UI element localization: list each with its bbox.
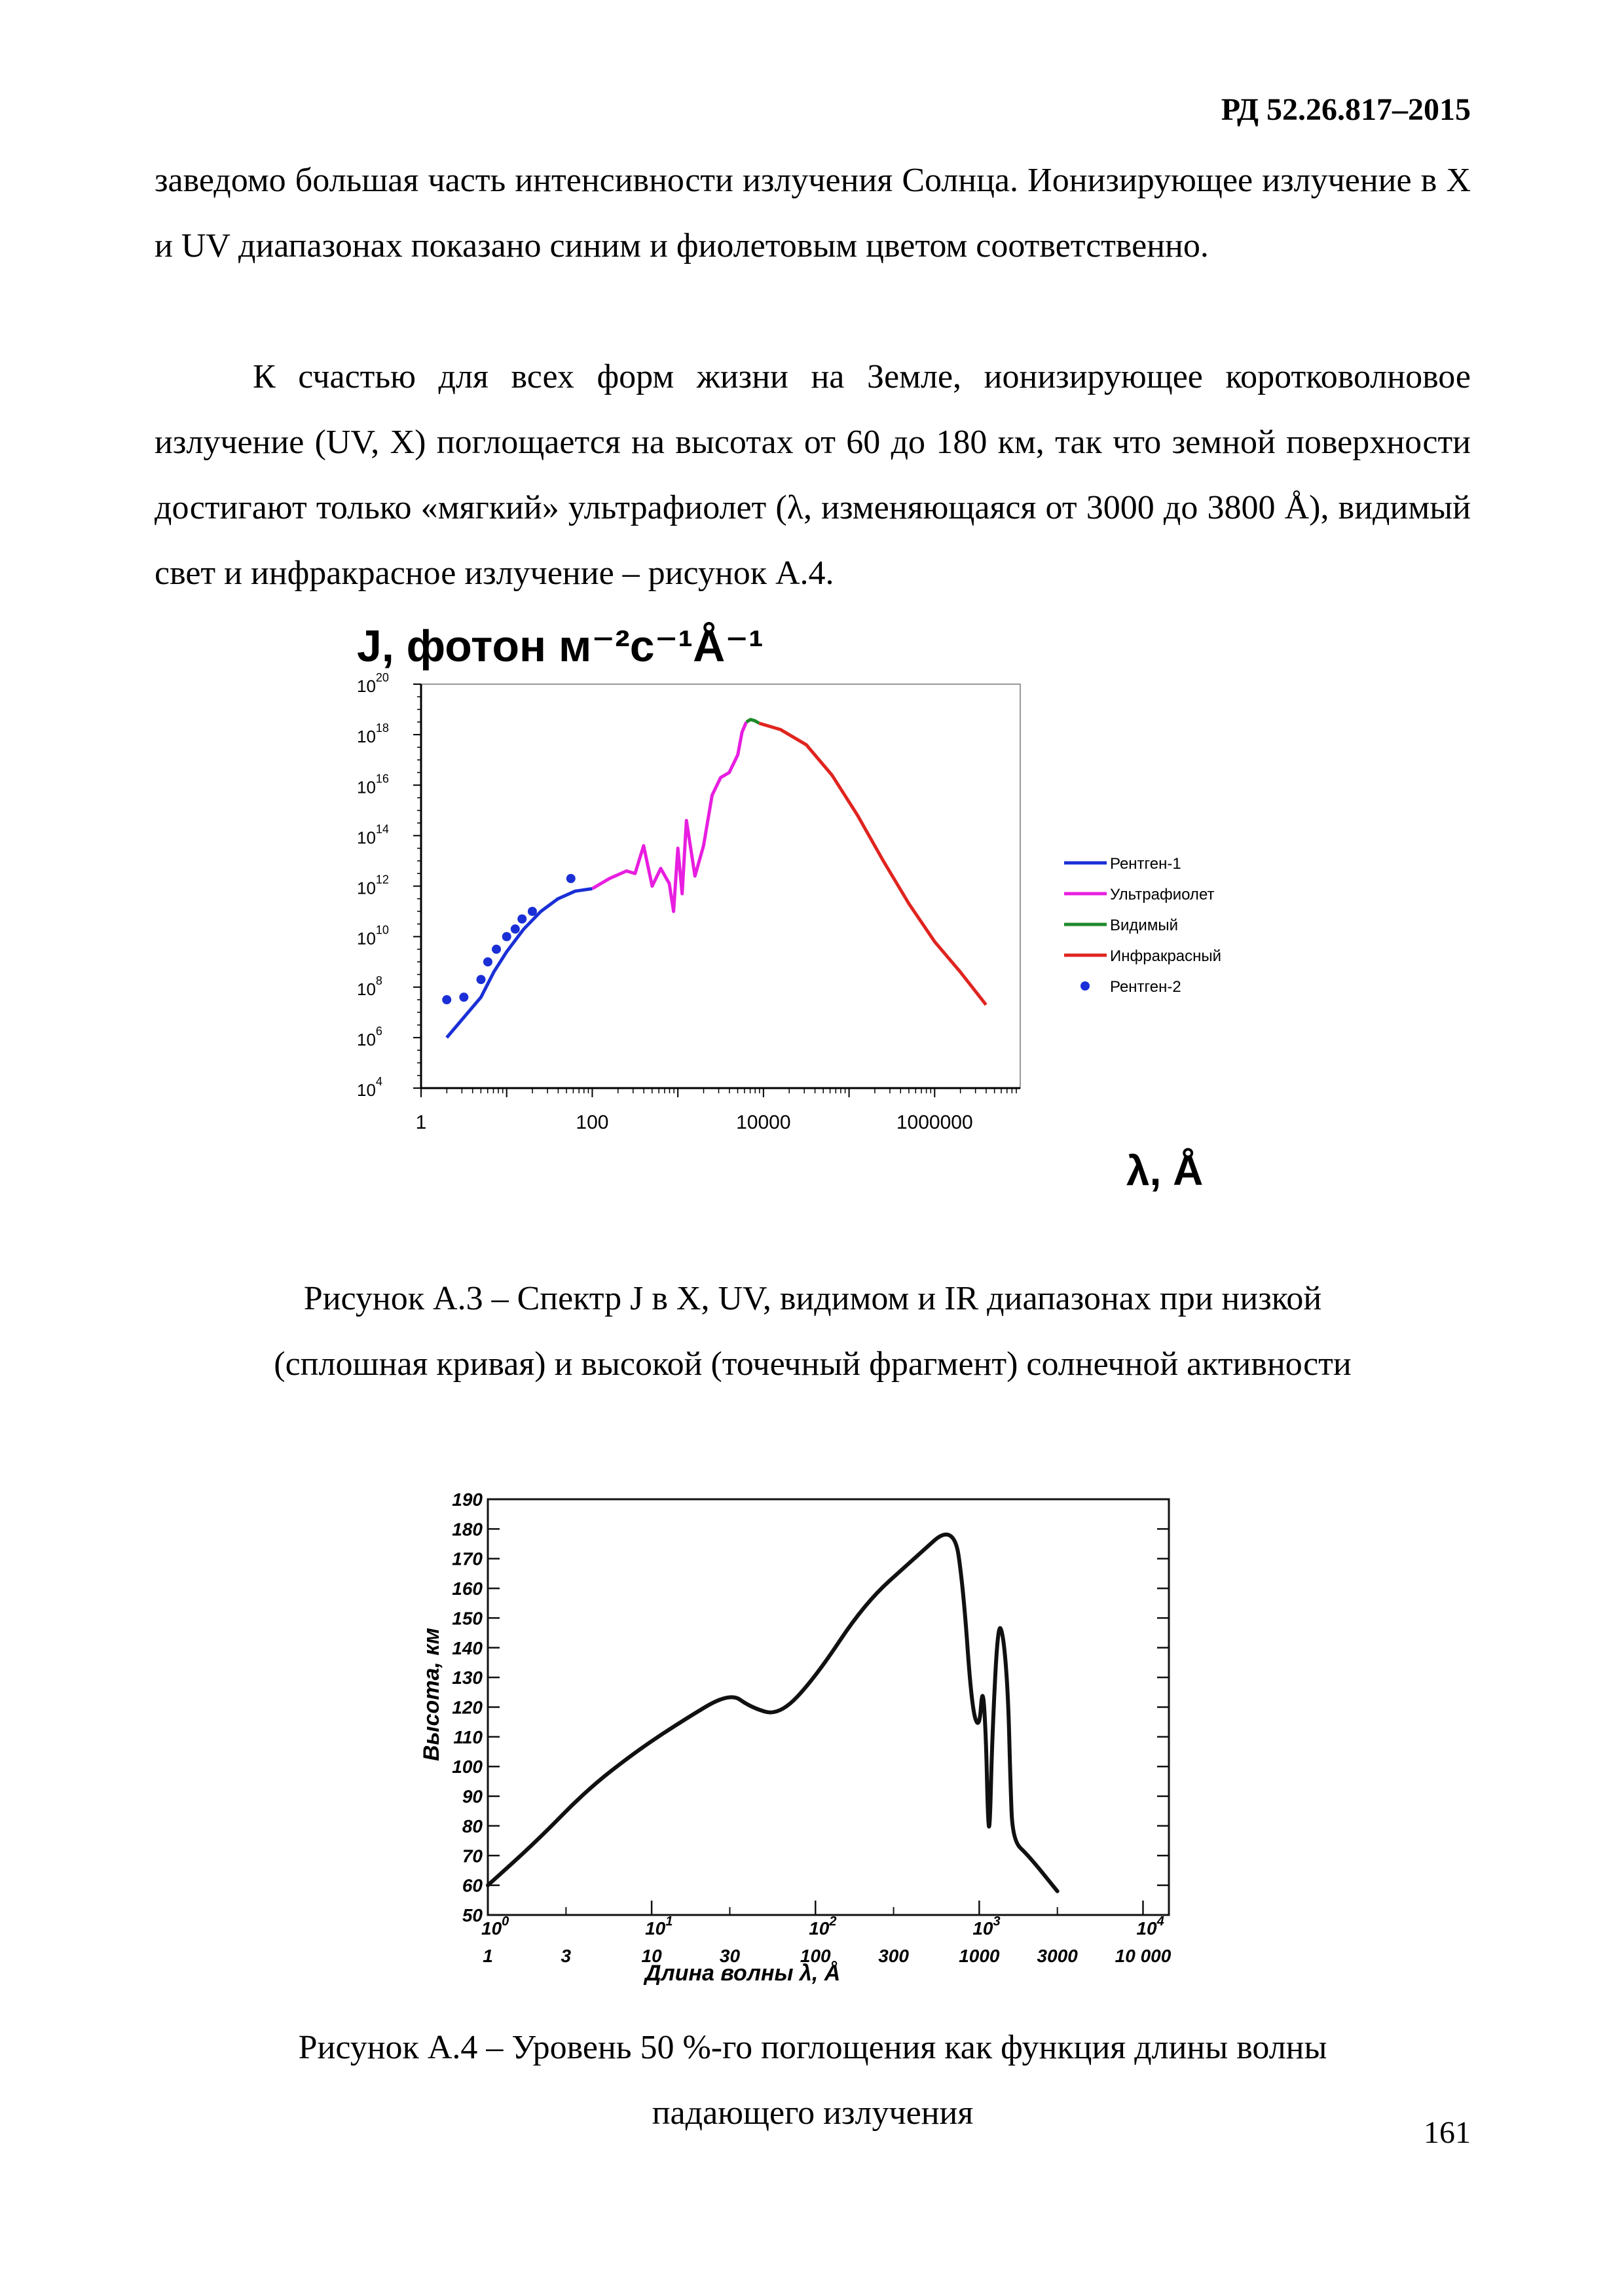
x-tick-label: 1000000: [896, 1112, 973, 1133]
y-tick-label: $10^8$: [357, 974, 382, 999]
x-tick-label: 100: [576, 1112, 609, 1133]
x-bottom-label: 3: [561, 1946, 572, 1966]
caption-line-2: (сплошная кривая) и высокой (точечный фрагмент) солнечной активности: [274, 1345, 1352, 1383]
legend-label: Рентген-2: [1110, 978, 1181, 996]
x-bottom-label: 300: [878, 1946, 909, 1966]
data-point: [477, 975, 486, 984]
data-point: [442, 995, 451, 1004]
caption-line-1: Рисунок А.3 – Спектр J в X, UV, видимом и IR диапазонах при низкой: [303, 1280, 1322, 1317]
x-axis-label: Длина волны λ, Å: [645, 1961, 841, 1986]
y-tick-label: $10^{18}$: [357, 721, 389, 747]
series-line: [447, 888, 592, 1038]
x-tick-label: 10000: [736, 1112, 791, 1133]
figure-a4-chart: [393, 1486, 1244, 1990]
y-tick-label: 90: [462, 1786, 483, 1807]
y-tick-label: 70: [462, 1846, 483, 1867]
paragraph-1: заведомо большая часть интенсивности излучения Солнца. Ионизирующее излучение в X и UV диапазонах показано синим и фиолетовым цветом соответственно.: [155, 162, 1471, 264]
data-point: [502, 932, 511, 941]
page-number: 161: [1424, 2115, 1471, 2150]
y-tick-label: $10^{14}$: [357, 822, 389, 848]
y-tick-label: 170: [452, 1548, 483, 1569]
x-power-label: $10^3$: [972, 1914, 1001, 1939]
y-tick-label: $10^4$: [357, 1075, 382, 1100]
x-bottom-label: 10: [641, 1946, 662, 1966]
x-power-label: $10^0$: [481, 1914, 509, 1939]
caption-line-1: Рисунок А.4 – Уровень 50 %-го поглощения как функция длины волны: [298, 2029, 1327, 2066]
x-bottom-label: 10 000: [1115, 1946, 1172, 1966]
data-point: [511, 924, 520, 934]
legend-label: Видимый: [1110, 917, 1178, 934]
y-tick-label: $10^6$: [357, 1024, 382, 1049]
y-tick-label: 60: [462, 1875, 483, 1896]
caption-line-2: падающего излучения: [652, 2094, 974, 2132]
paragraph-2: К счастью для всех форм жизни на Земле, ионизирующее коротковолновое излучение (UV, X) поглощается на высотах от 60 до 180 км, так что земной поверхности достигают только «мягкий» ультрафиолет (λ, изменяющаяся от 3000 до 3800 Å), видимый свет и инфракрасное излучение – рисунок А.4.: [155, 358, 1471, 592]
x-bottom-label: 1000: [959, 1946, 1000, 1966]
y-tick-label: 150: [452, 1608, 483, 1629]
y-tick-label: 140: [452, 1637, 483, 1658]
x-bottom-label: 30: [719, 1946, 741, 1966]
x-bottom-label: 1: [483, 1946, 493, 1966]
legend-label: Рентген-1: [1110, 855, 1181, 873]
series-line: [592, 722, 746, 911]
figure-a3-chart: [341, 602, 1283, 1218]
series-line: [488, 1535, 1058, 1891]
y-axis-label: Высота, км: [419, 1628, 444, 1761]
data-point: [517, 915, 526, 924]
plot-frame: [421, 684, 1020, 1088]
y-tick-label: 130: [452, 1667, 483, 1688]
legend-label: Ультрафиолет: [1110, 886, 1215, 903]
y-tick-label: 120: [452, 1697, 483, 1718]
y-tick-label: $10^{12}$: [357, 873, 389, 898]
legend-swatch: [1080, 981, 1090, 991]
series-line: [747, 720, 760, 723]
figure-a3-caption: [155, 1266, 1471, 1397]
y-tick-label: 100: [452, 1757, 483, 1777]
chart-title: J, фотон м⁻²с⁻¹Å⁻¹: [357, 621, 764, 671]
y-tick-label: $10^{20}$: [357, 671, 389, 696]
x-power-label: $10^2$: [809, 1914, 837, 1939]
x-power-label: $10^1$: [645, 1914, 673, 1939]
y-tick-label: 190: [452, 1489, 483, 1510]
y-tick-label: 160: [452, 1578, 483, 1599]
x-power-label: $10^4$: [1136, 1914, 1164, 1939]
y-tick-label: $10^{16}$: [357, 772, 389, 797]
data-point: [492, 945, 501, 954]
y-tick-label: 80: [462, 1815, 483, 1836]
y-tick-label: 50: [462, 1905, 483, 1925]
y-tick-label: 110: [453, 1726, 483, 1747]
x-bottom-label: 100: [800, 1946, 831, 1966]
data-point: [483, 957, 492, 966]
data-point: [566, 874, 576, 883]
data-point: [459, 993, 468, 1002]
x-tick-label: 1: [415, 1112, 427, 1133]
legend-label: Инфракрасный: [1110, 947, 1222, 965]
y-tick-label: 180: [452, 1519, 483, 1540]
y-tick-label: $10^{10}$: [357, 923, 389, 949]
series-line: [759, 723, 986, 1005]
document-header: РД 52.26.817–2015: [1221, 92, 1471, 127]
data-point: [528, 907, 537, 916]
x-axis-label: λ, Å: [1126, 1147, 1204, 1194]
plot-frame: [488, 1499, 1169, 1915]
x-bottom-label: 3000: [1037, 1946, 1078, 1966]
